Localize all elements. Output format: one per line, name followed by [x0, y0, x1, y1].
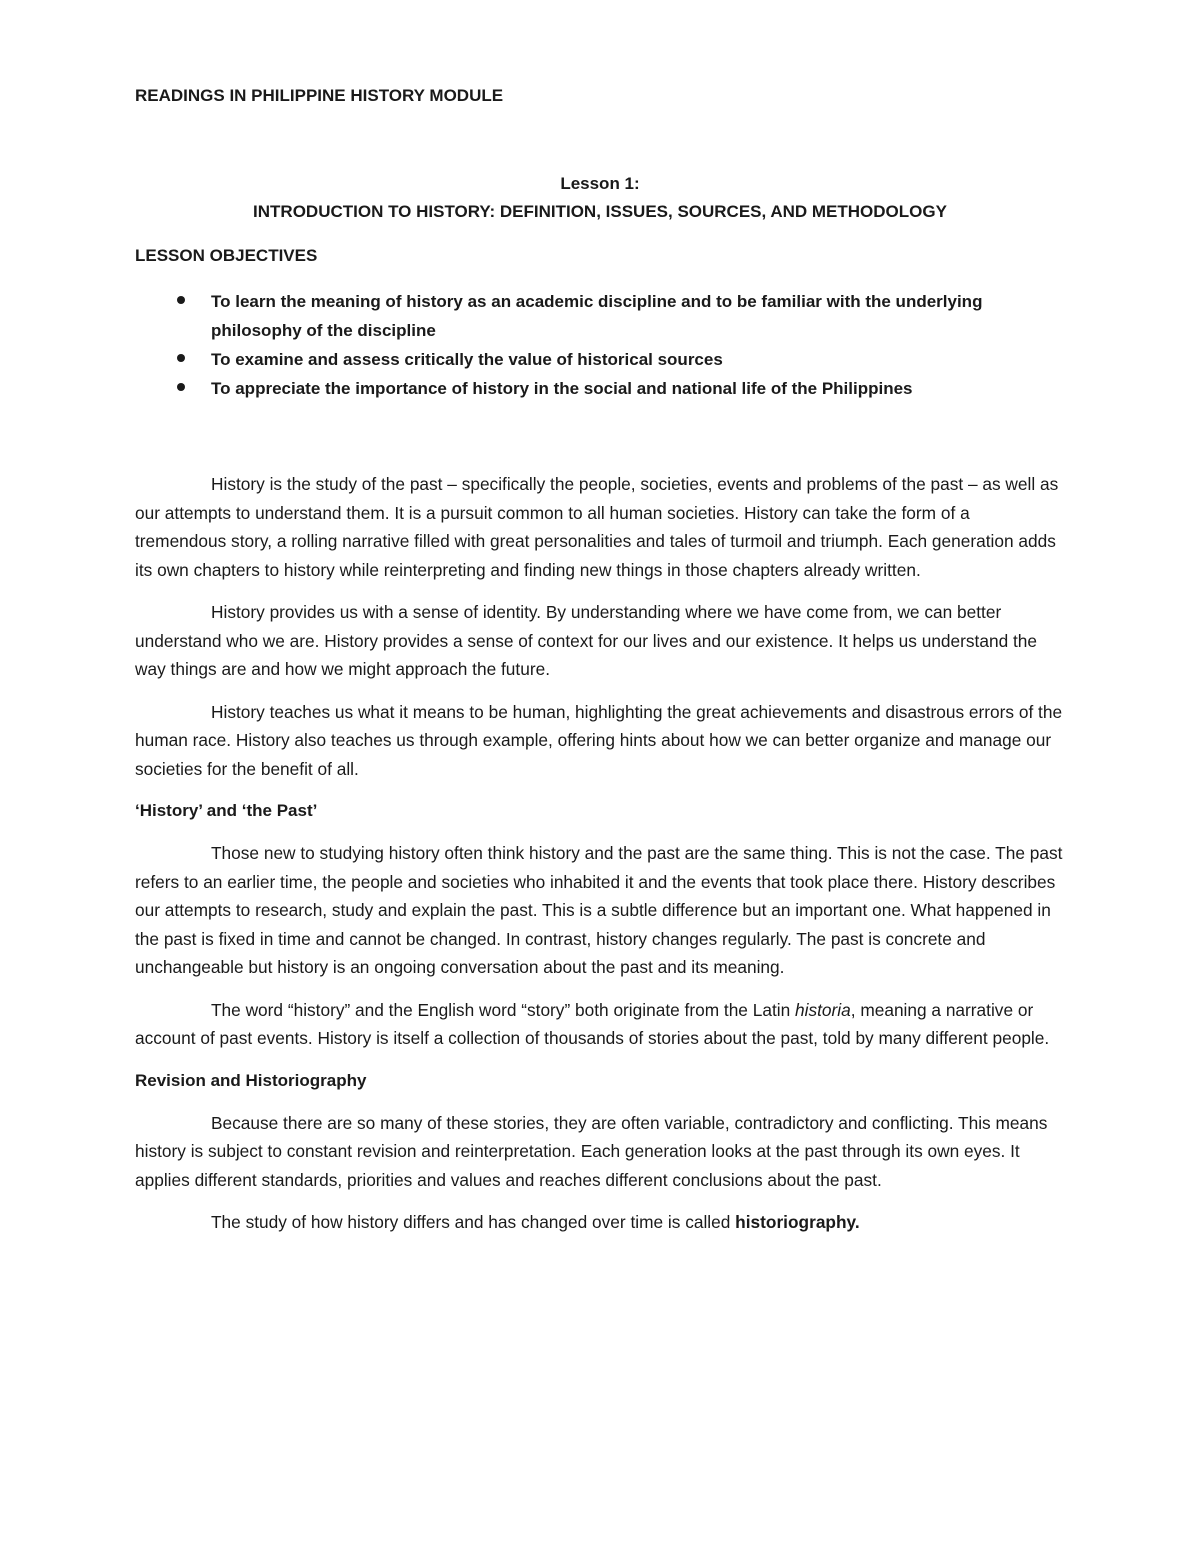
latin-term: historia	[795, 999, 851, 1020]
paragraph-historiography	[135, 1208, 1065, 1237]
objective-item	[135, 374, 1035, 403]
objective-item	[135, 345, 1035, 374]
paragraph: Because there are so many of these stories, they are often variable, contradictory and conflicting. This means history is subject to constant revision and reinterpretation. Each generation looks at the past through its own eyes. It applies different standards, priorities and values and reaches different conclusions about the past.	[135, 1112, 1048, 1190]
bullet-icon	[177, 383, 185, 391]
paragraph-etymology	[135, 996, 1065, 1053]
objective-text: To appreciate the importance of history in the social and national life of the Philippines	[211, 379, 913, 398]
section-heading-history-past: ‘History’ and ‘the Past’	[135, 801, 318, 820]
paragraph: History provides us with a sense of identity. By understanding where we have come from, we can better understand who we are. History provides a sense of context for our lives and our existence. It helps us understand the way things are and how we might approach the future.	[135, 602, 1038, 679]
paragraph: Those new to studying history often think history and the past are the same thing. This is not the case. The past refers to an earlier time, the people and societies who inhabited it and the events that took place there. History describes our attempts to research, study and explain the past. This is a subtle difference but an important one. What happened in the past is fixed in time and cannot be changed. In contrast, history changes regularly. The past is concrete and unchangeable but history is an ongoing conversation about the past and its meaning.	[135, 843, 1063, 977]
lesson-number: Lesson 1:	[560, 174, 640, 193]
objective-text: To learn the meaning of history as an academic discipline and to be familiar with the underlying philosophy of the discipline	[211, 292, 983, 340]
objectives-heading: LESSON OBJECTIVES	[135, 246, 318, 265]
paragraph-text: , meaning a narrative or account of past events. History is itself a collection of thousands of stories about the past, told by many different people.	[135, 999, 1050, 1048]
section-heading-revision: Revision and Historiography	[135, 1070, 367, 1090]
module-title: READINGS IN PHILIPPINE HISTORY MODULE	[135, 86, 504, 105]
paragraph: History is the study of the past – specifically the people, societies, events and problems of the past – as well as our attempts to understand them. It is a pursuit common to all human societies. History can take the form of a tremendous story, a rolling narrative filled with great personalities and tales of turmoil and triumph. Each generation adds its own chapters to history while reinterpreting and finding new things in those chapters already written.	[135, 474, 1059, 580]
body-text	[135, 470, 1065, 1251]
paragraph-text: The study of how history differs and has changed over time is called	[211, 1212, 736, 1232]
paragraph: History teaches us what it means to be human, highlighting the great achievements and disastrous errors of the human race. History also teaches us through example, offering hints about how we can better organize and manage our societies for the benefit of all.	[135, 701, 1063, 779]
lesson-title: INTRODUCTION TO HISTORY: DEFINITION, ISSUES, SOURCES, AND METHODOLOGY	[253, 202, 947, 221]
bullet-icon	[177, 296, 185, 304]
objective-item	[135, 287, 1035, 345]
objective-text: To examine and assess critically the value of historical sources	[211, 350, 723, 369]
objectives-list	[135, 287, 1035, 403]
paragraph-text: The word “history” and the English word “story” both originate from the Latin	[211, 999, 795, 1020]
bullet-icon	[177, 354, 185, 362]
key-term: historiography.	[735, 1212, 860, 1232]
